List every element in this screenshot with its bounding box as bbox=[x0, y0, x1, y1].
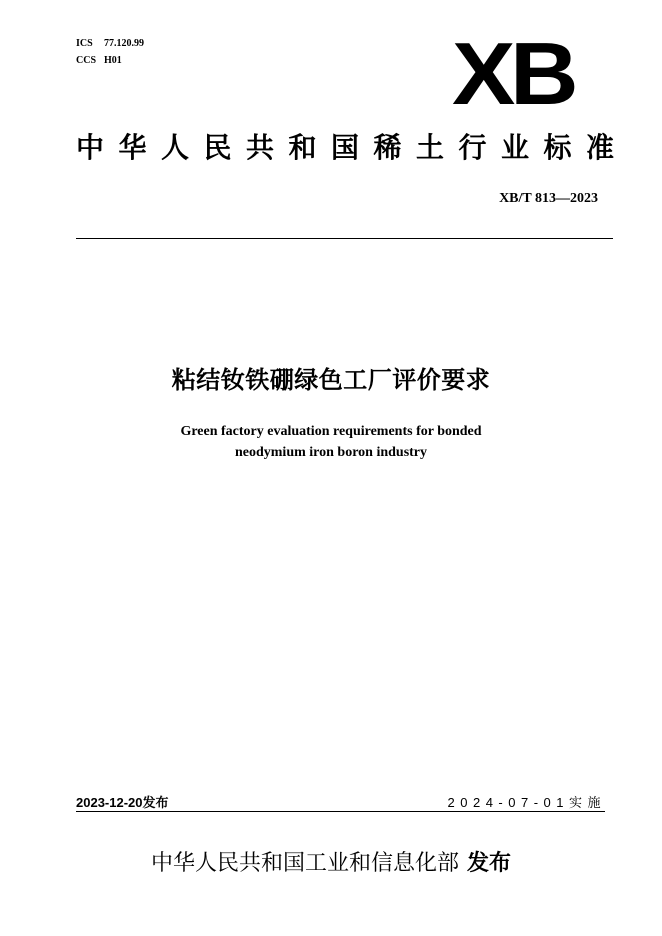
issue-date: 2023-12-20发布 bbox=[76, 795, 169, 810]
standard-number: XB/T 813—2023 bbox=[499, 191, 598, 206]
english-title-line-2: neodymium iron boron industry bbox=[234, 445, 428, 460]
document-title-chinese: 粘结钕铁硼绿色工厂评价要求 bbox=[171, 366, 491, 394]
english-title-line-1: Green factory evaluation requirements for bonded bbox=[180, 424, 482, 439]
publish-action: 发布 bbox=[467, 851, 512, 876]
ccs-code bbox=[76, 52, 144, 69]
classification-codes bbox=[76, 35, 144, 69]
implementation-date: 2024-07-01实施 bbox=[447, 795, 606, 810]
header-divider bbox=[76, 238, 613, 239]
footer-divider bbox=[76, 811, 605, 812]
publisher-name: 中华人民共和国工业和信息化部 bbox=[150, 851, 459, 876]
ics-value: 77.120.99 bbox=[104, 38, 144, 49]
publisher-line bbox=[0, 848, 662, 880]
ccs-label: CCS bbox=[76, 55, 97, 66]
ics-code bbox=[76, 35, 144, 52]
ccs-value: H01 bbox=[104, 55, 122, 66]
industry-standard-title: 中华人民共和国稀土行业标准 bbox=[76, 131, 629, 164]
ics-label: ICS bbox=[76, 38, 93, 49]
document-title-english bbox=[0, 421, 662, 463]
xb-logo: XB bbox=[452, 24, 574, 123]
